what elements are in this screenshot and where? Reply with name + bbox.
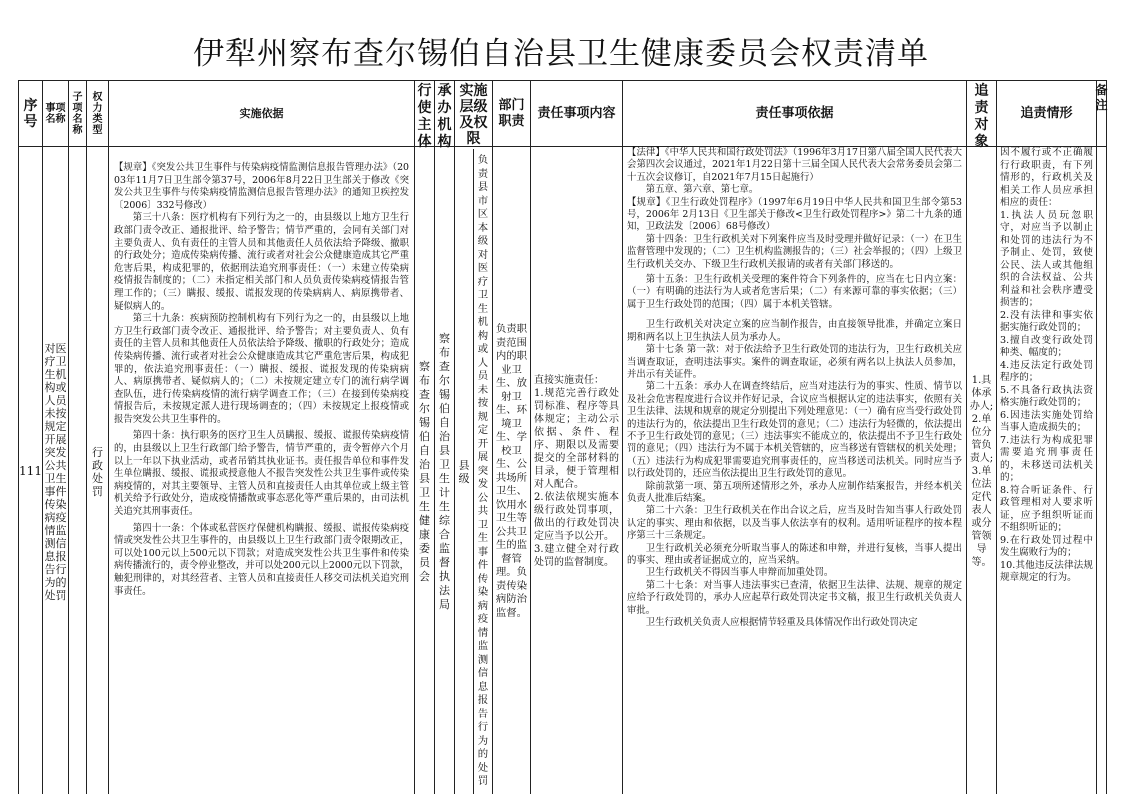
resp-basis-para: 卫生行政机关负责人应根据情节轻重及具体情况作出行政处罚决定 bbox=[645, 617, 918, 629]
column-duty bbox=[493, 81, 531, 794]
basis-para: 第三十八条：医疗机构有下列行为之一的，由县级以上地方卫生行政部门责令改正、通报批评、给予警告；情节严重的，会同有关部门对主要负责人、负有责任的主管人员和其他责任人员依法给予降级、撤职的行政处分；造成传染病传播、流行或者对社会公众健康造成其它严重危害后果，构成犯罪的，依据刑法追究刑事责任：（一）未建立传染病疫情报告制度的；（二）未指定相关部门和人员负责传染病疫情报告管理工作的；（三）瞒报、缓报、谎报发现的传染病病人、病原携带者、疑似病人的。 bbox=[114, 212, 409, 312]
column-level bbox=[455, 81, 493, 794]
power-list-table bbox=[18, 80, 1107, 794]
basis-para: 【规章】《突发公共卫生事件与传染病疫情监测信息报告管理办法》（2003年11月7日卫生部令第37号，2006年8月22日卫生部关于修改《突发公共卫生事件与传染病疫情监测信息报告管理办法》的通知卫疾控发〔2006〕332号修改） bbox=[114, 162, 409, 211]
cell-item-name: 对医疗卫生机构或人员未按规定开展突发公共卫生事件传染病疫情监测信息报告行为的处罚 bbox=[44, 341, 67, 602]
resp-basis-para: 【法律】《中华人民共和国行政处罚法》（1996年3月17日第八届全国人民代表大会第四次会议通过，2021年1月22日第十三届全国人民代表大会常务委员会第二十五次会议修订，自2021年7月15日起施行） bbox=[627, 147, 962, 183]
column-remarks bbox=[1097, 81, 1107, 794]
header-power-type: 权力类型 bbox=[87, 81, 108, 147]
circumstance-line: 9.在行政处罚过程中发生腐败行为的； bbox=[1000, 534, 1093, 558]
header-duty: 部门职责 bbox=[493, 81, 530, 147]
circumstance-line: 5.不具备行政执法资格实施行政处罚的； bbox=[1000, 384, 1093, 408]
column-seq bbox=[19, 81, 43, 794]
column-resp-basis bbox=[623, 81, 967, 794]
resp-basis-para: 第二十六条：卫生行政机关在作出合议之后，应当及时告知当事人行政处罚认定的事实、理由和依据，以及当事人依法享有的权利。适用听证程序的按本程序第三十三条规定。 bbox=[627, 505, 962, 542]
resp-basis-para: 卫生行政机关必须充分听取当事人的陈述和申辩，并进行复核，当事人提出的事实、理由或者证据成立的，应当采纳。 bbox=[627, 542, 962, 566]
column-sub-item-name bbox=[69, 81, 87, 794]
header-item-name: 事项名称 bbox=[43, 81, 68, 147]
circumstance-line: 6.因违法实施处罚给当事人造成损失的； bbox=[1000, 409, 1093, 433]
responsibility-line: 2.依法依规实施本级行政处罚事项，做出的行政处罚决定应当予以公开。 bbox=[534, 492, 619, 542]
circumstance-line: 10.其他违反法律法规规章规定的行为。 bbox=[1000, 559, 1093, 583]
basis-para: 第四十条：执行职务的医疗卫生人员瞒报、缓报、谎报传染病疫情的，由县级以上卫生行政部门给予警告，情节严重的，责令暂停六个月以上一年以下执业活动，或者吊销其执业证书。责任报告单位和事件发生单位瞒报、缓报、谎报或授意他人不报告突发性公共卫生事件或传染病疫情的，对其主要领导、主管人员和直接责任人由其单位或上级主管机关给予行政处分，造成疫情播散或事态恶化等严重后果的，由司法机关追究其刑事责任。 bbox=[114, 430, 409, 518]
cell-handler: 察布查尔锡伯自治县卫生计生综合监督执法局 bbox=[439, 331, 450, 611]
column-accountable bbox=[967, 81, 997, 794]
column-basis bbox=[109, 81, 415, 794]
circumstance-line: 因不履行或不正确履行行政职责，有下列情形的，行政机关及相关工作人员应承担相应的责任： bbox=[1000, 147, 1093, 208]
resp-basis-para: 【规章】《卫生行政处罚程序》（1997年6月19日中华人民共和国卫生部令第53号，2006年 2月13日《卫生部关于修改<卫生行政处罚程序>》第二十九条的通知，卫政法发〔2006〕68号修改） bbox=[627, 196, 962, 233]
header-responsibility: 责任事项内容 bbox=[531, 81, 622, 147]
cell-basis bbox=[109, 149, 414, 794]
resp-basis-para: 除前款第一项、第五项所述情形之外，承办人应制作结案报告，并经本机关负责人批准后结案。 bbox=[627, 480, 962, 504]
resp-basis-para: 第十五条：卫生行政机关受理的案件符合下列条件的，应当在七日内立案：（一）有明确的违法行为人或者危害后果；（二）有来源可靠的事实依据；（三）属于卫生行政处罚的范围；（四）属于本机关管辖。 bbox=[627, 274, 962, 310]
column-handler bbox=[435, 81, 455, 794]
cell-executor: 察布查尔锡伯自治县卫生健康委员会 bbox=[419, 359, 430, 583]
column-power-type bbox=[87, 81, 109, 794]
resp-basis-para: 卫生行政机关不得因当事人申辩而加重处罚。 bbox=[645, 567, 834, 579]
responsibility-line: 3.建立健全对行政处罚的监督制度。 bbox=[534, 544, 619, 568]
cell-resp-basis bbox=[623, 147, 966, 794]
resp-basis-para: 第五章、第六章、第七章。 bbox=[645, 184, 759, 196]
basis-para: 第四十一条：个体或私营医疗保健机构瞒报、缓报、谎报传染病疫情或突发性公共卫生事件的，由县级以上卫生行政部门责令限期改正，可以处100元以上500元以下罚款；对造成突发性公共卫生事件和传染病传播流行的，责令停业整改，并可以处200元以上2000元以下罚款，触犯刑律的，对其经营者、主管人员和直接责任人移交司法机关追究刑事责任。 bbox=[114, 522, 409, 597]
header-basis: 实施依据 bbox=[109, 81, 414, 147]
column-executor bbox=[415, 81, 435, 794]
circumstance-line: 8.符合听证条件、行政管理相对人要求听证，应予组织听证而不组织听证的； bbox=[1000, 484, 1093, 533]
basis-para: 第三十九条：疾病预防控制机构有下列行为之一的，由县级以上地方卫生行政部门责令改正、通报批评、给予警告；对主要负责人、负有责任的主管人员和其他责任人员依法给予降级、撤职的行政处分；造成传染病传播、流行或者对社会公众健康造成其它严重危害后果，构成犯罪的，依法追究刑事责任：（一）瞒报、缓报、谎报发现的传染病病人、病原携带者、疑似病人的；（二）未按规定建立专门的流行病学调查队伍，进行传染病疫情的流行病学调查工作；（三）在接到传染病疫情报告后，未按规定派人进行现场调查的；（四）未按规定上报疫情或报告突发公共卫生事件的。 bbox=[114, 313, 409, 425]
cell-level bbox=[455, 149, 492, 794]
header-resp-basis: 责任事项依据 bbox=[623, 81, 966, 147]
circumstance-line: 3.擅自改变行政处罚种类、幅度的； bbox=[1000, 334, 1093, 358]
header-remarks: 备注 bbox=[1097, 81, 1106, 147]
cell-power-type: 行政处罚 bbox=[92, 445, 103, 498]
header-accountable: 追责对象 bbox=[967, 81, 996, 147]
cell-responsibility bbox=[531, 149, 622, 794]
responsibility-line: 1.规范完善行政处罚标准、程序等具体规定；主动公示依据、条件、程序、期限以及需要提交的全部材料的目录，便于管理相对人配合。 bbox=[534, 388, 619, 490]
circumstance-line: 1.执法人员玩忽职守，对应当予以制止和处罚的违法行为不予制止、处罚，致使公民、法人或其他组织的合法权益、公共利益和社会秩序遭受损害的； bbox=[1000, 209, 1093, 308]
header-sub-item-name: 子项名称 bbox=[69, 81, 86, 147]
cell-accountable: 1.具体承办人;2.单位分管负责人;3.单位法定代表人或分管领导等。 bbox=[969, 375, 994, 568]
header-executor: 行使主体 bbox=[415, 81, 434, 147]
cell-seq: 111 bbox=[19, 464, 42, 479]
resp-basis-para: 第十四条：卫生行政机关对下列案件应当及时受理并做好记录：（一）在卫生监督管理中发现的；（二）卫生机构监测报告的；（三）社会举报的；（四）上级卫生行政机关交办、下级卫生行政机关报请的或者有关部门移送的。 bbox=[627, 233, 962, 270]
header-handler: 承办机构 bbox=[435, 81, 454, 147]
cell-level-tier: 县级 bbox=[455, 149, 474, 794]
column-item-name bbox=[43, 81, 69, 794]
cell-remarks bbox=[1097, 149, 1106, 794]
header-seq: 序号 bbox=[19, 81, 42, 147]
resp-basis-para: 第二十七条：对当事人违法事实已查清，依据卫生法律、法规、规章的规定应给予行政处罚的，承办人应起草行政处罚决定书文稿，报卫生行政机关负责人审批。 bbox=[627, 579, 962, 616]
cell-circumstances bbox=[997, 147, 1096, 794]
resp-basis-para: 第十七条 第一款：对于依法给予卫生行政处罚的违法行为，卫生行政机关应当调查取证，查明违法事实。案件的调查取证，必须有两名以上执法人员参加，并出示有关证件。 bbox=[627, 344, 962, 380]
resp-basis-para: 卫生行政机关对决定立案的应当制作报告，由直接领导批准，并确定立案日期和两名以上卫生执法人员为承办人。 bbox=[627, 319, 962, 343]
page-title: 伊犁州察布查尔锡伯自治县卫生健康委员会权责清单 bbox=[193, 36, 929, 72]
header-level: 实施层级及权限 bbox=[455, 81, 492, 147]
header-circumstances: 追责情形 bbox=[997, 81, 1096, 147]
circumstance-line: 4.违反法定行政处罚程序的； bbox=[1000, 359, 1093, 383]
resp-basis-para: 第二十五条：承办人在调查终结后，应当对违法行为的事实、性质、情节以及社会危害程度进行合议并作好记录，合议应当根据认定的违法事实，依照有关卫生法律、法规和规章的规定分别提出下列处理意见：（一）确有应当受行政处罚的违法行为的，依法提出卫生行政处罚的意见；（二）违法行为轻微的，依法提出不予卫生行政处罚的意见；（三）违法事实不能成立的，依法提出不予卫生行政处罚的意见；（四）违法行为不属于本机关管辖的，应当移送有管辖权的机关处理；（五）违法行为构成犯罪需要追究刑事责任的，应当移送司法机关。同时应当予以行政处罚的，还应当依法提出卫生行政处罚的意见。 bbox=[627, 381, 962, 480]
circumstance-line: 7.违法行为构成犯罪需要追究刑事责任的，未移送司法机关的； bbox=[1000, 434, 1093, 483]
responsibility-line: 直接实施责任： bbox=[534, 375, 604, 386]
column-responsibility bbox=[531, 81, 623, 794]
cell-sub-item-name bbox=[69, 149, 86, 794]
cell-duty: 负责职责范围内的职业卫生、放射卫生、环境卫生、学校卫生、公共场所卫生、饮用水卫生等公共卫生的监督管理。负责传染病防治监督。 bbox=[495, 323, 528, 619]
circumstance-line: 2.没有法律和事实依据实施行政处罚的； bbox=[1000, 309, 1093, 333]
cell-level-scope: 负责县市区本级对医疗卫生机构或人员未按规定开展突发公共卫生事件传染病疫情监测信息报告行为的处罚 bbox=[477, 154, 489, 788]
column-circumstances bbox=[997, 81, 1097, 794]
